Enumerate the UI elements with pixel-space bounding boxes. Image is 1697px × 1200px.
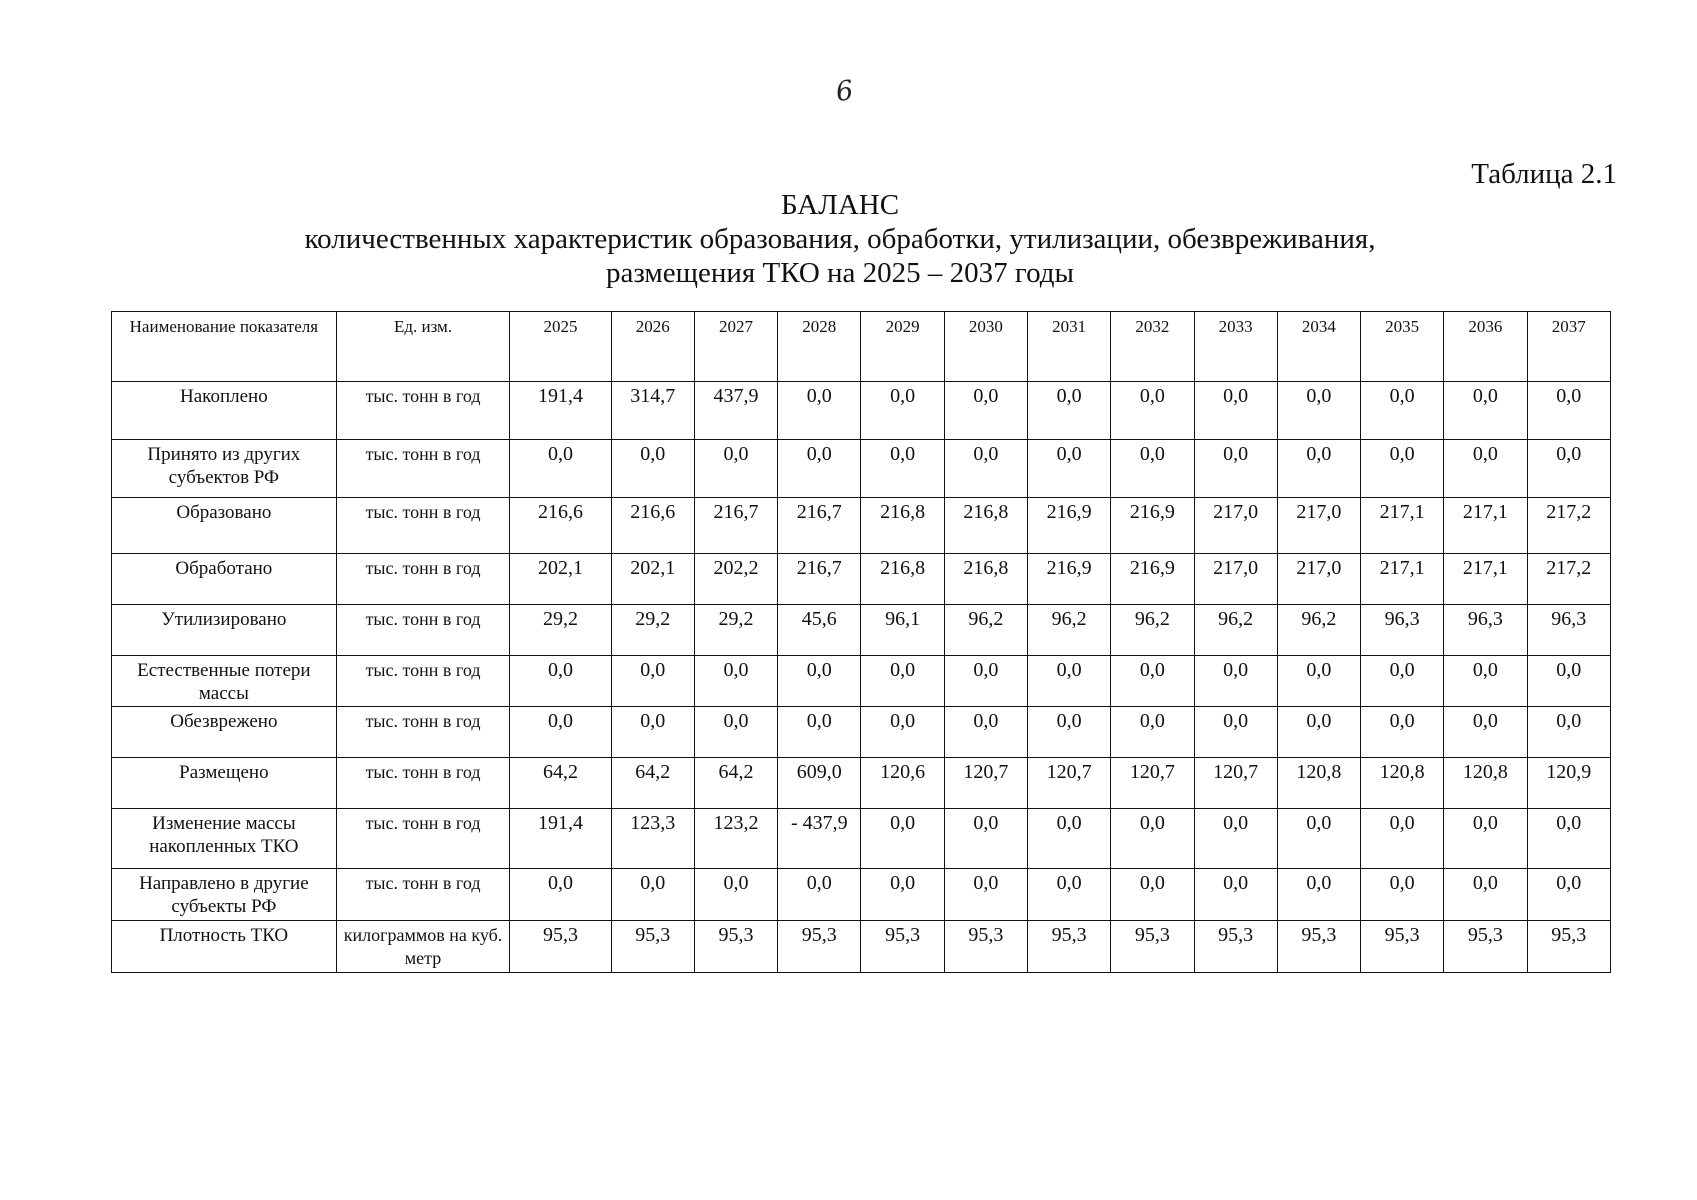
value-cell: 96,3 xyxy=(1361,605,1444,656)
value-cell: 0,0 xyxy=(1111,382,1194,440)
value-cell: 95,3 xyxy=(1361,921,1444,973)
value-cell: 120,8 xyxy=(1361,758,1444,809)
indicator-name: Направлено в другие субъекты РФ xyxy=(112,869,337,921)
value-cell: 0,0 xyxy=(1111,440,1194,498)
value-cell: 29,2 xyxy=(510,605,611,656)
indicator-name: Обработано xyxy=(112,554,337,605)
value-cell: 217,0 xyxy=(1194,554,1277,605)
value-cell: 0,0 xyxy=(611,869,694,921)
indicator-name: Принято из других субъектов РФ xyxy=(112,440,337,498)
value-cell: 437,9 xyxy=(694,382,777,440)
value-cell: 0,0 xyxy=(1444,656,1527,707)
unit-cell: тыс. тонн в год xyxy=(336,382,510,440)
document-title xyxy=(225,188,1455,290)
table-row xyxy=(112,605,1611,656)
value-cell: 216,7 xyxy=(694,498,777,554)
value-cell: 120,8 xyxy=(1444,758,1527,809)
unit-cell: тыс. тонн в год xyxy=(336,809,510,869)
value-cell: 191,4 xyxy=(510,809,611,869)
value-cell: 202,2 xyxy=(694,554,777,605)
value-cell: 0,0 xyxy=(1194,382,1277,440)
value-cell: 217,2 xyxy=(1527,554,1610,605)
unit-cell: тыс. тонн в год xyxy=(336,656,510,707)
header-year: 2035 xyxy=(1361,312,1444,382)
value-cell: 216,9 xyxy=(1111,554,1194,605)
value-cell: 202,1 xyxy=(510,554,611,605)
value-cell: 0,0 xyxy=(1277,809,1360,869)
value-cell: 216,7 xyxy=(778,498,861,554)
value-cell: 0,0 xyxy=(1111,809,1194,869)
header-unit: Ед. изм. xyxy=(336,312,510,382)
value-cell: 95,3 xyxy=(694,921,777,973)
table-label: Таблица 2.1 xyxy=(1471,158,1617,190)
value-cell: 0,0 xyxy=(861,440,944,498)
value-cell: 0,0 xyxy=(1444,809,1527,869)
value-cell: 0,0 xyxy=(1027,656,1110,707)
value-cell: 0,0 xyxy=(694,869,777,921)
value-cell: 0,0 xyxy=(1527,440,1610,498)
value-cell: 96,2 xyxy=(1277,605,1360,656)
value-cell: 0,0 xyxy=(1527,809,1610,869)
value-cell: 120,9 xyxy=(1527,758,1610,809)
value-cell: 216,6 xyxy=(510,498,611,554)
indicator-name: Естественные потери массы xyxy=(112,656,337,707)
table-row xyxy=(112,707,1611,758)
value-cell: 0,0 xyxy=(1361,869,1444,921)
value-cell: 96,3 xyxy=(1444,605,1527,656)
value-cell: 0,0 xyxy=(861,809,944,869)
indicator-name: Размещено xyxy=(112,758,337,809)
value-cell: 0,0 xyxy=(861,869,944,921)
value-cell: 0,0 xyxy=(944,809,1027,869)
value-cell: 0,0 xyxy=(1444,869,1527,921)
indicator-name: Образовано xyxy=(112,498,337,554)
value-cell: 216,7 xyxy=(778,554,861,605)
value-cell: 0,0 xyxy=(1444,382,1527,440)
table-row xyxy=(112,921,1611,973)
table-row xyxy=(112,809,1611,869)
indicator-name: Накоплено xyxy=(112,382,337,440)
value-cell: 0,0 xyxy=(1361,656,1444,707)
value-cell: 0,0 xyxy=(1527,707,1610,758)
value-cell: 95,3 xyxy=(1111,921,1194,973)
value-cell: 64,2 xyxy=(611,758,694,809)
header-year: 2026 xyxy=(611,312,694,382)
value-cell: 216,8 xyxy=(861,554,944,605)
value-cell: 609,0 xyxy=(778,758,861,809)
value-cell: 0,0 xyxy=(944,869,1027,921)
unit-cell: тыс. тонн в год xyxy=(336,440,510,498)
header-year: 2031 xyxy=(1027,312,1110,382)
value-cell: 120,7 xyxy=(1027,758,1110,809)
unit-cell: тыс. тонн в год xyxy=(336,554,510,605)
value-cell: 0,0 xyxy=(1027,707,1110,758)
value-cell: 217,2 xyxy=(1527,498,1610,554)
indicator-name: Обезврежено xyxy=(112,707,337,758)
value-cell: 216,9 xyxy=(1027,554,1110,605)
value-cell: 0,0 xyxy=(510,869,611,921)
header-year: 2037 xyxy=(1527,312,1610,382)
value-cell: 217,0 xyxy=(1194,498,1277,554)
value-cell: 120,7 xyxy=(944,758,1027,809)
table-header-row xyxy=(112,312,1611,382)
unit-cell: тыс. тонн в год xyxy=(336,498,510,554)
header-year: 2025 xyxy=(510,312,611,382)
value-cell: 0,0 xyxy=(1194,656,1277,707)
value-cell: 64,2 xyxy=(694,758,777,809)
value-cell: 96,2 xyxy=(1194,605,1277,656)
value-cell: 95,3 xyxy=(944,921,1027,973)
value-cell: 95,3 xyxy=(861,921,944,973)
value-cell: 95,3 xyxy=(510,921,611,973)
value-cell: 0,0 xyxy=(1277,382,1360,440)
value-cell: 0,0 xyxy=(611,707,694,758)
value-cell: 0,0 xyxy=(1361,707,1444,758)
value-cell: 0,0 xyxy=(611,656,694,707)
value-cell: 120,6 xyxy=(861,758,944,809)
value-cell: 0,0 xyxy=(944,707,1027,758)
value-cell: 0,0 xyxy=(1444,440,1527,498)
header-year: 2029 xyxy=(861,312,944,382)
balance-table xyxy=(111,311,1611,973)
value-cell: 0,0 xyxy=(1277,707,1360,758)
table-row xyxy=(112,869,1611,921)
value-cell: 64,2 xyxy=(510,758,611,809)
table-body xyxy=(112,382,1611,973)
value-cell: 0,0 xyxy=(694,707,777,758)
value-cell: 0,0 xyxy=(1527,382,1610,440)
value-cell: 0,0 xyxy=(694,440,777,498)
value-cell: 0,0 xyxy=(510,656,611,707)
value-cell: 216,9 xyxy=(1111,498,1194,554)
value-cell: 0,0 xyxy=(1027,440,1110,498)
indicator-name: Утилизировано xyxy=(112,605,337,656)
value-cell: 0,0 xyxy=(944,382,1027,440)
value-cell: 96,2 xyxy=(1111,605,1194,656)
value-cell: 0,0 xyxy=(1194,809,1277,869)
value-cell: 0,0 xyxy=(1111,707,1194,758)
value-cell: 217,0 xyxy=(1277,498,1360,554)
value-cell: 0,0 xyxy=(1361,809,1444,869)
value-cell: 0,0 xyxy=(778,869,861,921)
value-cell: 216,8 xyxy=(944,554,1027,605)
value-cell: 0,0 xyxy=(1111,869,1194,921)
unit-cell: тыс. тонн в год xyxy=(336,707,510,758)
value-cell: 0,0 xyxy=(1277,440,1360,498)
value-cell: 0,0 xyxy=(1527,869,1610,921)
value-cell: 0,0 xyxy=(1027,869,1110,921)
value-cell: 0,0 xyxy=(1194,440,1277,498)
value-cell: 0,0 xyxy=(611,440,694,498)
value-cell: 120,8 xyxy=(1277,758,1360,809)
value-cell: 216,8 xyxy=(944,498,1027,554)
page-number: 6 xyxy=(833,74,856,109)
value-cell: 314,7 xyxy=(611,382,694,440)
unit-cell: тыс. тонн в год xyxy=(336,869,510,921)
header-year: 2036 xyxy=(1444,312,1527,382)
value-cell: 0,0 xyxy=(944,440,1027,498)
header-year: 2028 xyxy=(778,312,861,382)
indicator-name: Плотность ТКО xyxy=(112,921,337,973)
unit-cell: тыс. тонн в год xyxy=(336,605,510,656)
value-cell: 29,2 xyxy=(694,605,777,656)
value-cell: 95,3 xyxy=(1027,921,1110,973)
indicator-name: Изменение массы накопленных ТКО xyxy=(112,809,337,869)
value-cell: 95,3 xyxy=(611,921,694,973)
value-cell: 217,1 xyxy=(1361,498,1444,554)
value-cell: 0,0 xyxy=(510,440,611,498)
value-cell: 0,0 xyxy=(1277,656,1360,707)
value-cell: 216,9 xyxy=(1027,498,1110,554)
value-cell: 217,1 xyxy=(1444,498,1527,554)
value-cell: 0,0 xyxy=(778,382,861,440)
value-cell: 217,1 xyxy=(1444,554,1527,605)
value-cell: 0,0 xyxy=(778,707,861,758)
value-cell: 216,6 xyxy=(611,498,694,554)
value-cell: 45,6 xyxy=(778,605,861,656)
value-cell: 123,2 xyxy=(694,809,777,869)
value-cell: 96,2 xyxy=(1027,605,1110,656)
value-cell: 0,0 xyxy=(861,656,944,707)
value-cell: 0,0 xyxy=(861,707,944,758)
value-cell: 0,0 xyxy=(1111,656,1194,707)
value-cell: 0,0 xyxy=(1027,382,1110,440)
header-year: 2027 xyxy=(694,312,777,382)
value-cell: 123,3 xyxy=(611,809,694,869)
value-cell: 95,3 xyxy=(1444,921,1527,973)
value-cell: 0,0 xyxy=(1194,707,1277,758)
value-cell: 0,0 xyxy=(1361,440,1444,498)
table-row xyxy=(112,656,1611,707)
value-cell: 216,8 xyxy=(861,498,944,554)
title-line-3: размещения ТКО на 2025 – 2037 годы xyxy=(606,257,1074,289)
value-cell: 0,0 xyxy=(694,656,777,707)
value-cell: 217,1 xyxy=(1361,554,1444,605)
value-cell: 0,0 xyxy=(1277,869,1360,921)
value-cell: 0,0 xyxy=(1027,809,1110,869)
value-cell: 95,3 xyxy=(1194,921,1277,973)
value-cell: 96,2 xyxy=(944,605,1027,656)
value-cell: 0,0 xyxy=(1361,382,1444,440)
title-line-2: количественных характеристик образования, обработки, утилизации, обезвреживания, xyxy=(304,223,1376,255)
value-cell: 120,7 xyxy=(1111,758,1194,809)
value-cell: 120,7 xyxy=(1194,758,1277,809)
header-name: Наименование показателя xyxy=(112,312,337,382)
value-cell: 96,3 xyxy=(1527,605,1610,656)
value-cell: 0,0 xyxy=(778,656,861,707)
value-cell: 191,4 xyxy=(510,382,611,440)
table-row xyxy=(112,554,1611,605)
value-cell: 0,0 xyxy=(1527,656,1610,707)
value-cell: 95,3 xyxy=(778,921,861,973)
header-year: 2032 xyxy=(1111,312,1194,382)
value-cell: - 437,9 xyxy=(778,809,861,869)
table-row xyxy=(112,498,1611,554)
value-cell: 0,0 xyxy=(778,440,861,498)
table-row xyxy=(112,758,1611,809)
value-cell: 0,0 xyxy=(861,382,944,440)
table-row xyxy=(112,440,1611,498)
value-cell: 0,0 xyxy=(1444,707,1527,758)
value-cell: 202,1 xyxy=(611,554,694,605)
header-year: 2033 xyxy=(1194,312,1277,382)
value-cell: 95,3 xyxy=(1277,921,1360,973)
value-cell: 29,2 xyxy=(611,605,694,656)
unit-cell: килограммов на куб. метр xyxy=(336,921,510,973)
value-cell: 0,0 xyxy=(510,707,611,758)
value-cell: 0,0 xyxy=(944,656,1027,707)
title-line-1: БАЛАНС xyxy=(780,189,900,221)
unit-cell: тыс. тонн в год xyxy=(336,758,510,809)
value-cell: 96,1 xyxy=(861,605,944,656)
value-cell: 95,3 xyxy=(1527,921,1610,973)
value-cell: 0,0 xyxy=(1194,869,1277,921)
header-year: 2030 xyxy=(944,312,1027,382)
header-year: 2034 xyxy=(1277,312,1360,382)
table-row xyxy=(112,382,1611,440)
value-cell: 217,0 xyxy=(1277,554,1360,605)
